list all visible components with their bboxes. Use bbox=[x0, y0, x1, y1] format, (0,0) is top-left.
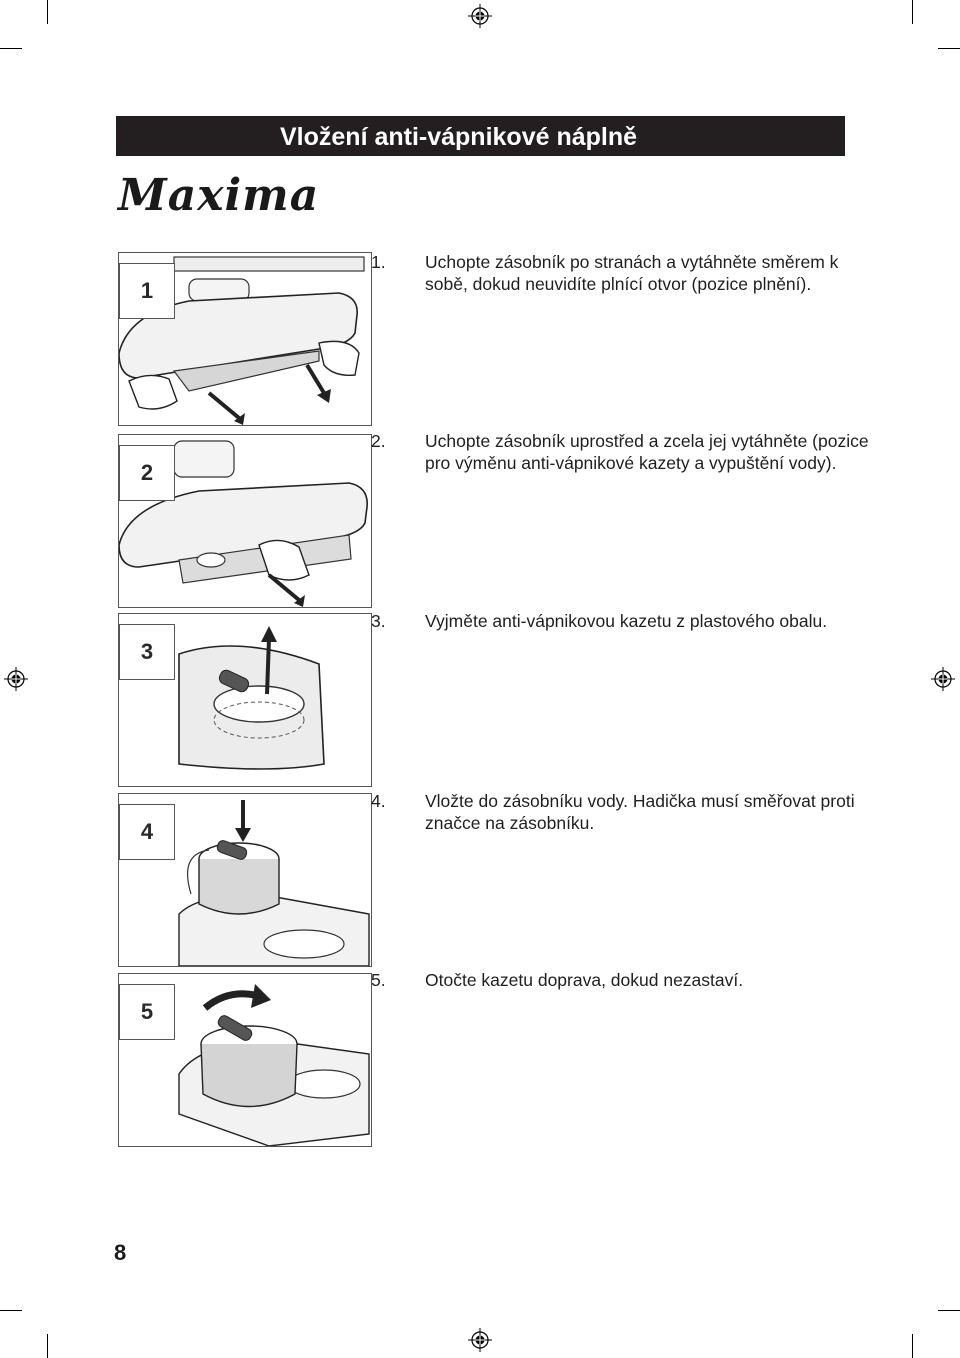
figure-step-1 bbox=[118, 252, 372, 426]
step-text: Otočte kazetu doprava, dokud nezastaví. bbox=[425, 970, 744, 990]
step-text: Vyjměte anti-vápnikovou kazetu z plastového obalu. bbox=[425, 611, 828, 631]
page-title: Vložení anti-vápnikové náplně bbox=[280, 123, 638, 151]
instruction-step-3 bbox=[371, 610, 875, 632]
step-badge: 2 bbox=[119, 445, 175, 501]
step-number: 4. bbox=[371, 791, 386, 811]
crop-mark bbox=[938, 48, 960, 49]
instruction-step-1 bbox=[371, 251, 875, 295]
registration-mark-icon bbox=[4, 667, 28, 691]
step-number: 2. bbox=[371, 431, 386, 451]
crop-mark bbox=[938, 1310, 960, 1311]
figure-step-4 bbox=[118, 793, 372, 967]
step-badge: 4 bbox=[119, 804, 175, 860]
figure-step-2 bbox=[118, 434, 372, 608]
step-number: 5. bbox=[371, 970, 386, 990]
instruction-step-4 bbox=[371, 790, 875, 834]
figure-step-5 bbox=[118, 973, 372, 1147]
crop-mark bbox=[47, 0, 48, 24]
crop-mark bbox=[0, 1310, 22, 1311]
step-badge: 3 bbox=[119, 624, 175, 680]
brand-logo: Maxima bbox=[118, 170, 320, 221]
crop-mark bbox=[0, 48, 22, 49]
figure-step-3 bbox=[118, 613, 372, 787]
header-bar bbox=[116, 116, 845, 156]
crop-mark bbox=[912, 1334, 913, 1358]
step-badge: 1 bbox=[119, 263, 175, 319]
crop-mark bbox=[912, 0, 913, 24]
registration-mark-icon bbox=[931, 667, 955, 691]
step-text: Uchopte zásobník po stranách a vytáhněte směrem k sobě, dokud neuvidíte plnící otvor (pozice plnění). bbox=[425, 252, 839, 294]
step-text: Vložte do zásobníku vody. Hadička musí směřovat proti značce na zásobníku. bbox=[425, 791, 855, 833]
step-number: 3. bbox=[371, 611, 386, 631]
crop-mark bbox=[47, 1334, 48, 1358]
step-badge: 5 bbox=[119, 984, 175, 1040]
step-text: Uchopte zásobník uprostřed a zcela jej vytáhněte (pozice pro výměnu anti-vápnikové kazety a vypuštění vody). bbox=[425, 431, 869, 473]
instruction-step-2 bbox=[371, 430, 875, 474]
registration-mark-icon bbox=[468, 4, 492, 28]
registration-mark-icon bbox=[468, 1328, 492, 1352]
instruction-step-5 bbox=[371, 969, 875, 991]
step-number: 1. bbox=[371, 252, 386, 272]
page-number: 8 bbox=[114, 1240, 127, 1265]
